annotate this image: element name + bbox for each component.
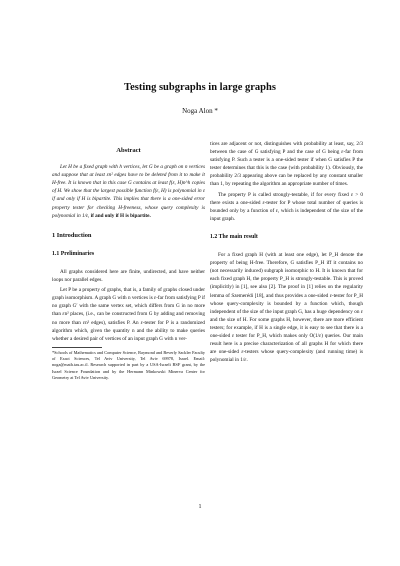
section-heading-introduction: 1 Introduction (52, 231, 92, 239)
paper-author: Noga Alon * (182, 107, 218, 115)
subsection-heading-preliminaries: 1.1 Preliminaries (52, 250, 95, 257)
footnote-rule (52, 347, 102, 348)
subsection-heading-main-result: 1.2 The main result (210, 233, 258, 240)
paragraph-property-definition: Let P be a property of graphs, that is, a family of graphs closed under graph isomorphism. A graph G with n vertices is ε-far from satisfying P if no graph G′ with the same vertex set, which differs from G in no more than εn² places, (i.e., can be constructed from G by adding and removing no more than εn² edges), satisfies P. An ε-tester for P is a randomized algorithm which, given the quantity n and the ability to make queries whether a desired pair of vertices of an input graph G with n ver- (52, 287, 205, 342)
abstract-heading: Abstract (116, 147, 141, 154)
page-number: 1 (198, 504, 202, 510)
author-footnote: *Schools of Mathematics and Computer Science, Raymond and Beverly Sackler Faculty of Exact Sciences, Tel Aviv University, Tel Aviv 69978, Israel. Email: noga@math.tau.ac.il. Research supported in part by a USA-Israeli BSF grant, by the Israel Science Foundation and by the Hermann Minkowski Minerva Center for Geometry at Tel Aviv University. (52, 349, 205, 380)
left-column (52, 147, 205, 381)
abstract-text (52, 163, 205, 220)
paper-title: Testing subgraphs in large graphs (124, 82, 276, 93)
right-column (210, 140, 363, 366)
paragraph-strongly-testable: The property P is called strongly-testable, if for every fixed ε > 0 there exists a one-sided ε-tester for P whose total number of queries is bounded only by a function of ε, which is independent of the size of the input graph. (210, 191, 363, 222)
paragraph-tester-continued: tices are adjacent or not, distinguishes with probability at least, say, 2/3 between the case of G satisfying P and the case of G being ε-far from satisfying P. Such a tester is a one-sided tester if when G satisfies P the tester determines that this is the case (with probability 1). Obviously, the probability 2/3 appearing above can be replaced by any constant smaller than 1, by repeating the algorithm an appropriate number of times. (210, 141, 363, 188)
paragraph-graphs-finite: All graphs considered here are finite, undirected, and have neither loops nor parallel edges. (52, 268, 205, 284)
abstract-main: Let H be a fixed graph with h vertices, let G be a graph on n vertices and suppose that at least εn² edges have to be deleted from it to make it H-free. It is known that in this case G contains at least f(ε, H)n^h copies of H. We show that the largest possible function f(ε, H) is polynomial in ε if and only if H is bipartite. This implies that there is a one-sided error property tester for checking H-freeness, whose query complexity is polynomial in 1/ε, (52, 164, 205, 219)
abstract-bold-clause: if and only if H is bipartite. (90, 212, 151, 219)
paragraph-main-result: For a fixed graph H (with at least one edge), let P_H denote the property of being H-free. Therefore, G satisfies P_H iff it contains no (not necessarily induced) subgraph isomorphic to H. It is known that for each fixed graph H, the property P_H is strongly-testable. This is proved (implicitly) in [1], see also [2]. The proof in [1] relies on the regularity lemma of Szemerédi [18], and thus provides a one-sided ε-tester for P_H whose query-complexity is bounded by a function which, though independent of the size of the input graph G, has a huge dependency on ε and the size of H. For some graphs H, however, there are more efficient testers; for example, if H is a single edge, it is easy to see that there is a one-sided ε tester for P_H, which makes only O(1/ε) queries. Our main result here is a precise characterization of all graphs H for which there are one-sided ε-testers whose query-complexity (and running time) is polynomial in 1/ε. (210, 252, 363, 364)
